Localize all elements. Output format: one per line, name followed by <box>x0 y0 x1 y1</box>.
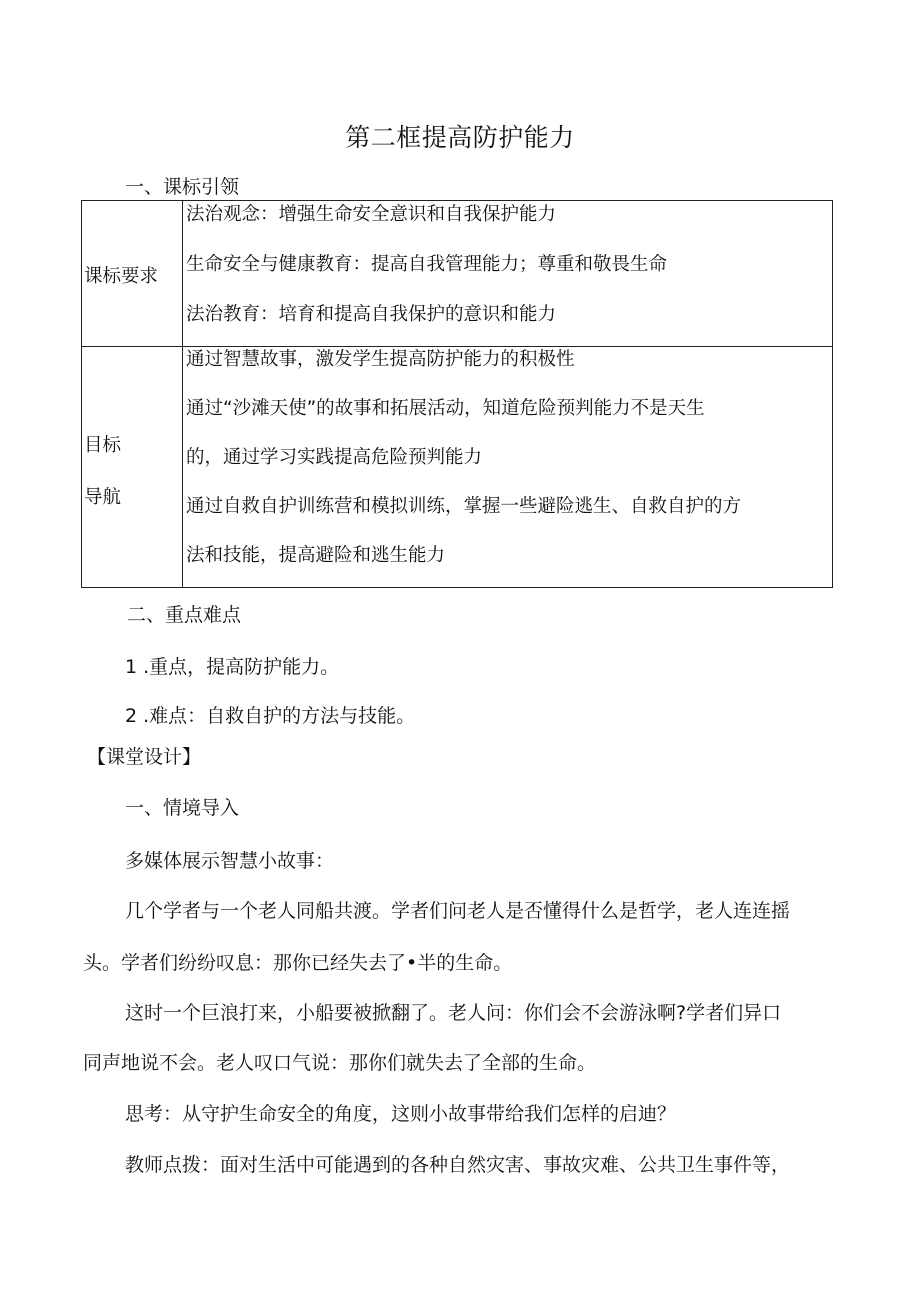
key-point-2: 2 .难点：自救自护的方法与技能。 <box>125 705 416 727</box>
table-row <box>82 347 833 588</box>
table-label-cell <box>82 347 183 588</box>
table-line: 的，通过学习实践提高危险预判能力 <box>186 447 483 468</box>
section-heading-keypoints: 二、重点难点 <box>127 604 242 626</box>
paragraph-story-2-cont: 同声地说不会。老人叹口气说：那你们就失去了全部的生命。 <box>83 1052 597 1074</box>
table-line: 通过自救自护训练营和模拟训练，掌握一些避险逃生、自救自护的方 <box>186 496 742 517</box>
table-line: 通过智慧故事，激发学生提高防护能力的积极性 <box>186 349 575 370</box>
table-content-cell <box>183 201 833 347</box>
table-line: 通过“沙滩天使”的故事和拓展活动，知道危险预判能力不是天生 <box>186 398 705 419</box>
paragraph-media: 多媒体展示智慧小故事： <box>125 850 335 872</box>
table-line: 法治观念：增强生命安全意识和自我保护能力 <box>186 204 557 225</box>
paragraph-story-1-cont: 头。学者们纷纷叹息：那你已经失去了•半的生命。 <box>83 952 513 974</box>
page-title: 第二框提高防护能力 <box>345 123 575 152</box>
table-line: 法和技能，提高避险和逃生能力 <box>186 545 446 566</box>
section-heading-curriculum: 一、课标引领 <box>125 176 240 198</box>
paragraph-story-2: 这时一个巨浪打来，小船要被掀翻了。老人问：你们会不会游泳啊?学者们异口 <box>125 1002 782 1024</box>
table-content-cell <box>183 347 833 588</box>
row-label: 目标 <box>84 435 122 456</box>
table-row <box>82 201 833 347</box>
table-line: 法治教育：培育和提高自我保护的意识和能力 <box>186 304 557 325</box>
paragraph-think: 思考：从守护生命安全的角度，这则小故事带给我们怎样的启迪？ <box>125 1103 677 1125</box>
row-label: 课标要求 <box>84 266 159 287</box>
row-label: 导航 <box>84 487 122 508</box>
key-point-1: 1 .重点，提高防护能力。 <box>125 656 340 678</box>
section-heading-class-design: 【课堂设计】 <box>87 746 202 768</box>
paragraph-teacher: 教师点拨：面对生活中可能遇到的各种自然灾害、事故灾难、公共卫生事件等， <box>125 1154 791 1176</box>
paragraph-story-1: 几个学者与一个老人同船共渡。学者们问老人是否懂得什么是哲学，老人连连摇 <box>125 900 791 922</box>
section-heading-intro: 一、情境导入 <box>125 797 240 819</box>
table-label-cell <box>82 201 183 347</box>
curriculum-table <box>81 200 833 588</box>
table-line: 生命安全与健康教育：提高自我管理能力；尊重和敬畏生命 <box>186 254 668 275</box>
